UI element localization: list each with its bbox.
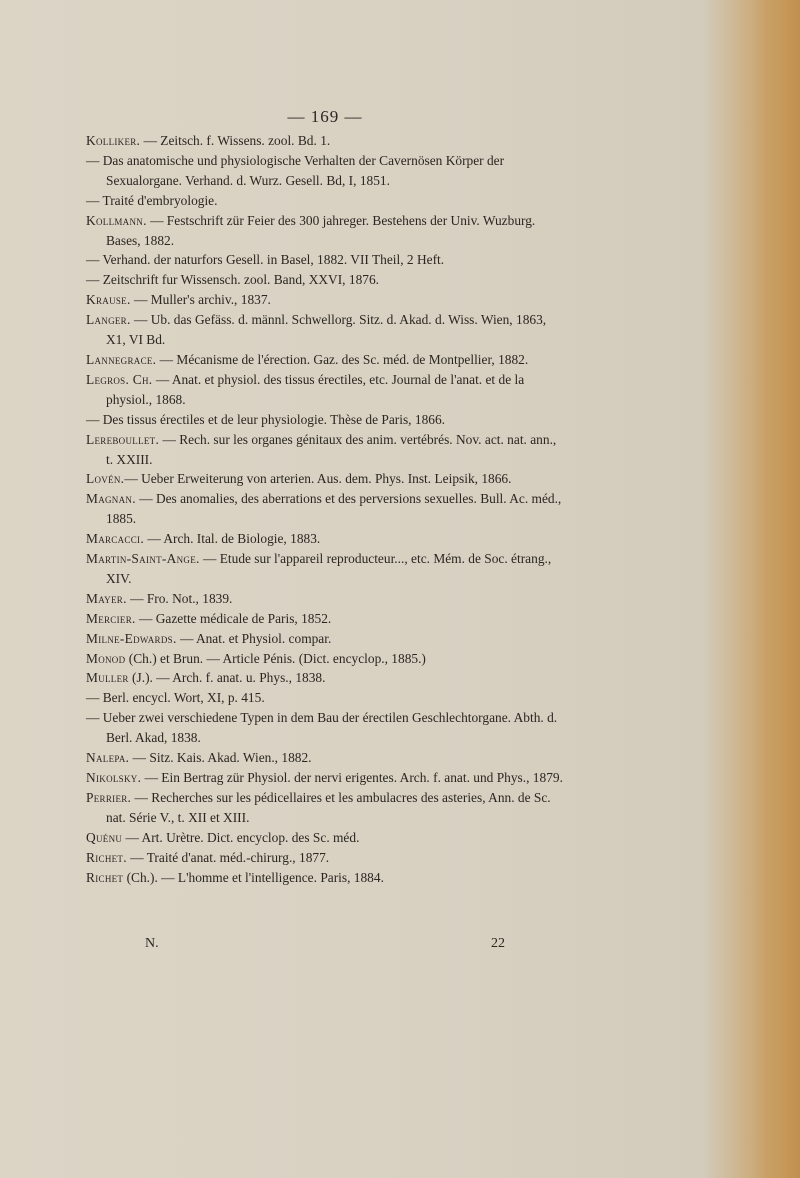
entry-author: Muller xyxy=(86,670,129,686)
entry-author: Marcacci. xyxy=(86,531,144,547)
entry-text: — Etude sur l'appareil reproducteur..., etc. Mém. de Soc. étrang., XIV. xyxy=(106,551,552,586)
entry-text: — Festschrift zür Feier des 300 jahreger. Bestehens der Univ. Wuzburg. Bases, 1882. xyxy=(106,212,536,248)
bibliography-entry xyxy=(86,151,566,191)
bibliography-entry xyxy=(86,290,566,310)
entry-author: Lereboullet. xyxy=(86,431,160,447)
page-footer xyxy=(145,936,505,952)
entry-author: Mayer. xyxy=(86,590,127,606)
entry-text: — Das anatomische und physiologische Verhalten der Cavernösen Körper der Sexualorgane. Verhand. d. Wurz. Gesell. Bd, I, 1851. xyxy=(86,152,505,188)
entry-text: — Traité d'embryologie. xyxy=(86,192,218,208)
entry-text: (Ch.). — L'homme et l'intelligence. Paris, 1884. xyxy=(123,869,384,885)
entry-text: — Art. Urètre. Dict. encyclop. des Sc. méd. xyxy=(122,829,360,845)
bibliography-entry xyxy=(86,748,566,768)
bibliography-entry xyxy=(86,131,566,151)
entry-author: Nikolsky. xyxy=(86,770,142,785)
entry-text: — Des anomalies, des aberrations et des perversions sexuelles. Bull. Ac. méd., 1885. xyxy=(106,491,562,527)
entry-text: — Ueber zwei verschiedene Typen in dem Bau der érectilen Geschlechtorgane. Abth. d. Berl. Akad, 1838. xyxy=(86,710,558,746)
bibliography-entry xyxy=(86,848,566,868)
entry-author: Monod xyxy=(86,650,126,666)
entry-author: Krause. xyxy=(86,292,131,308)
entry-author: Kolliker. xyxy=(86,133,141,148)
entry-author: Nalepa. xyxy=(86,750,130,766)
bibliography-entry xyxy=(86,649,566,669)
bibliography-entry xyxy=(86,469,566,489)
entry-text: — Mécanisme de l'érection. Gaz. des Sc. méd. de Montpellier, 1882. xyxy=(156,351,529,367)
entry-text: — Muller's archiv., 1837. xyxy=(130,292,271,308)
entry-text: — Fro. Not., 1839. xyxy=(126,590,233,606)
bibliography-entry xyxy=(86,211,566,251)
bibliography-entry xyxy=(86,688,566,708)
entry-author: Perrier. xyxy=(86,789,132,805)
entry-author: Kollmann. xyxy=(86,212,147,228)
entry-text: — Ueber Erweiterung von arterien. Aus. dem. Phys. Inst. Leipsik, 1866. xyxy=(124,471,512,487)
entry-text: — Traité d'anat. méd.-chirurg., 1877. xyxy=(126,849,330,865)
entry-text: (Ch.) et Brun. — Article Pénis. (Dict. encyclop., 1885.) xyxy=(125,650,426,666)
bibliography-entry xyxy=(86,828,566,848)
bibliography-entry xyxy=(86,708,566,748)
entry-text: — Arch. Ital. de Biologie, 1883. xyxy=(143,531,321,547)
sheet-number: 22 xyxy=(491,936,505,951)
entry-text: — Des tissus érectiles et de leur physiologie. Thèse de Paris, 1866. xyxy=(86,411,445,427)
bibliography-entry xyxy=(86,529,566,549)
entry-text: — Verhand. der naturfors Gesell. in Basel, 1882. VII Theil, 2 Heft. xyxy=(86,252,445,268)
entry-author: Mercier. xyxy=(86,610,136,626)
entry-author: Legros. Ch. xyxy=(86,371,153,387)
bibliography-entry xyxy=(86,609,566,629)
entry-text: — Anat. et Physiol. compar. xyxy=(176,630,332,646)
page-edge-stain xyxy=(754,0,800,1178)
entry-author: Martin-Saint-Ange. xyxy=(86,551,200,567)
bibliography-entry xyxy=(86,370,566,410)
bibliography-entry xyxy=(86,868,566,888)
page-number: — 169 — xyxy=(287,107,363,126)
entry-text: — Sitz. Kais. Akad. Wien., 1882. xyxy=(129,750,312,766)
entry-text: — Anat. et physiol. des tissus érectiles, etc. Journal de l'anat. et de la physiol., 1868. xyxy=(106,371,525,407)
bibliography-entry xyxy=(86,589,566,609)
bibliography-entry xyxy=(86,250,566,270)
bibliography-entry xyxy=(86,191,566,211)
bibliography-entry xyxy=(86,310,566,350)
bibliography-entry xyxy=(86,768,566,788)
entry-author: Lovén. xyxy=(86,471,125,487)
entry-text: — Recherches sur les pédicellaires et les ambulacres des asteries, Ann. de Sc. nat. Série V., t. XII et XIII. xyxy=(106,789,551,825)
bibliography-entry xyxy=(86,549,566,589)
entry-author: Richet. xyxy=(86,849,127,865)
signature-mark: N. xyxy=(145,936,159,951)
bibliography-entry xyxy=(86,430,566,470)
entry-text: — Rech. sur les organes génitaux des anim. vertébrés. Nov. act. nat. ann., t. XXIII. xyxy=(106,431,557,467)
entry-text: — Ein Bertrag zür Physiol. der nervi erigentes. Arch. f. anat. und Phys., 1879. xyxy=(141,770,563,785)
entry-text: — Zeitschrift fur Wissensch. zool. Band, XXVI, 1876. xyxy=(86,272,380,288)
bibliography-entry xyxy=(86,629,566,649)
bibliography-entry xyxy=(86,410,566,430)
entry-text: — Ub. das Gefäss. d. männl. Schwellorg. Sitz. d. Akad. d. Wiss. Wien, 1863, X1, VI Bd. xyxy=(106,312,547,348)
entry-author: Magnan. xyxy=(86,491,136,507)
bibliography-entry xyxy=(86,788,566,828)
bibliography-entry xyxy=(86,270,566,290)
bibliography-list xyxy=(86,131,566,887)
entry-text: (J.). — Arch. f. anat. u. Phys., 1838. xyxy=(128,670,326,686)
entry-author: Langer. xyxy=(86,312,131,328)
bibliography-entry xyxy=(86,350,566,370)
entry-author: Quénu xyxy=(86,829,123,845)
entry-author: Milne-Edwards. xyxy=(86,630,177,646)
entry-author: Richet xyxy=(86,869,124,885)
entry-text: — Berl. encycl. Wort, XI, p. 415. xyxy=(86,690,265,706)
bibliography-entry xyxy=(86,489,566,529)
entry-author: Lannegrace. xyxy=(86,351,157,367)
bibliography-entry xyxy=(86,668,566,688)
entry-text: — Gazette médicale de Paris, 1852. xyxy=(135,610,332,626)
entry-text: — Zeitsch. f. Wissens. zool. Bd. 1. xyxy=(140,133,331,148)
